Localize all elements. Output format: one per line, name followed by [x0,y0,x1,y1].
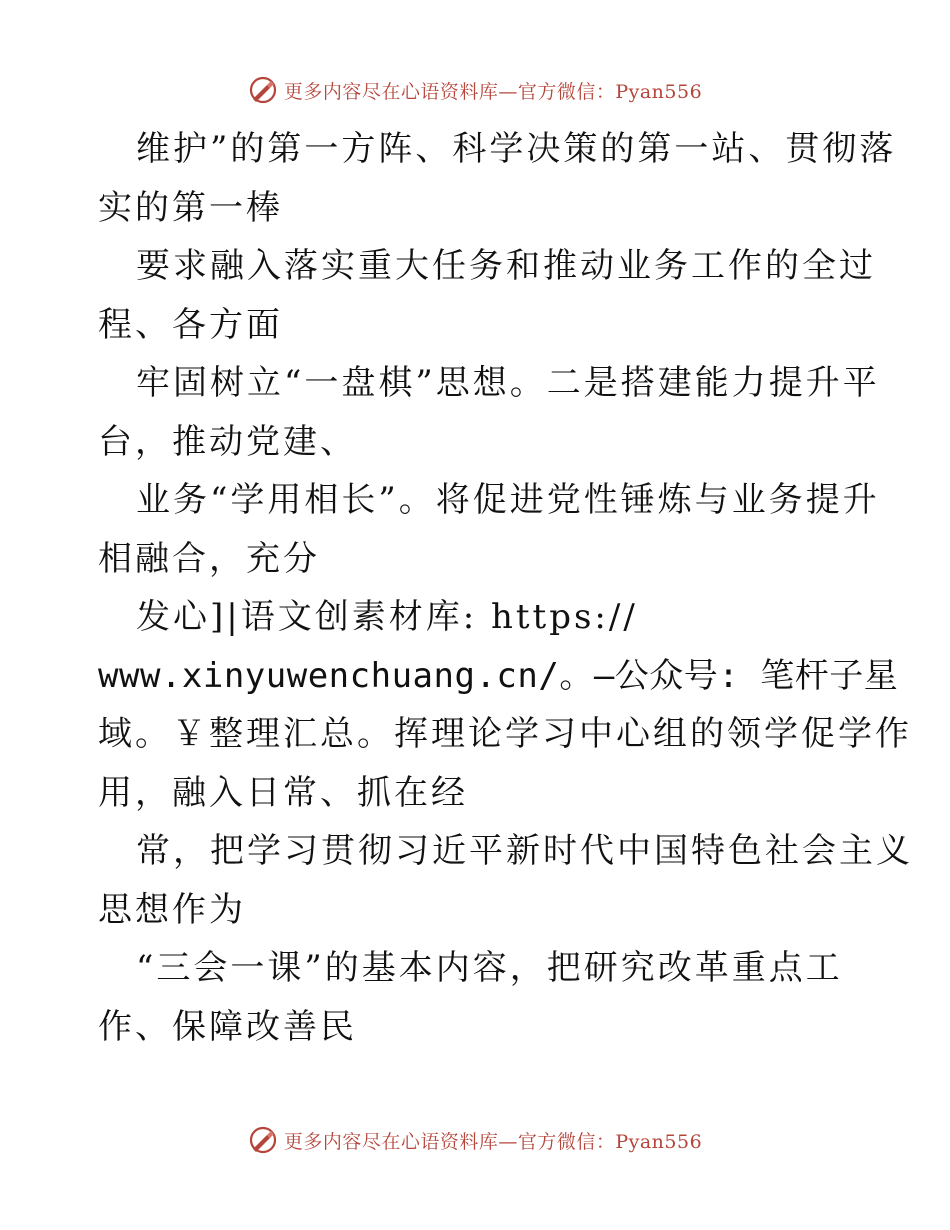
document-body [98,120,913,1056]
body-line: www.xinyuwenchuang.cn/。—公众号: 笔杆子星 [98,655,899,696]
body-line: 作、保障改善民 [98,1006,357,1047]
body-line: 维护”的第一方阵、科学决策的第一站、贯彻落 [136,129,897,169]
body-line: 相融合，充分 [98,538,320,579]
banner-text: 更多内容尽在心语资料库—官方微信：Pyan556 [283,1130,703,1153]
body-line: 程、各方面 [98,304,283,345]
body-line: 域。￥整理汇总。挥理论学习中心组的领学促学作 [98,714,912,754]
header-banner [0,70,950,110]
body-line: “三会一课”的基本内容，把研究改革重点工 [136,948,843,988]
body-line: 要求融入落实重大任务和推动业务工作的全过 [136,246,876,286]
body-line: 牢固树立“一盘棋”思想。二是搭建能力提升平 [136,363,880,403]
body-line: 思想作为 [98,889,246,930]
pen-circle-icon [248,1125,278,1155]
body-line: 用，融入日常、抓在经 [98,772,468,813]
pen-circle-icon [248,75,278,105]
body-line: 常，把学习贯彻习近平新时代中国特色社会主义 [136,831,913,871]
body-line: 发心]|语文创素材库: https:// [136,597,638,637]
banner-text: 更多内容尽在心语资料库—官方微信：Pyan556 [283,80,703,103]
footer-banner [0,1120,950,1160]
body-line: 实的第一棒 [98,187,283,228]
body-line: 业务“学用相长”。将促进党性锤炼与业务提升 [136,480,880,520]
body-line: 台，推动党建、 [98,421,357,462]
